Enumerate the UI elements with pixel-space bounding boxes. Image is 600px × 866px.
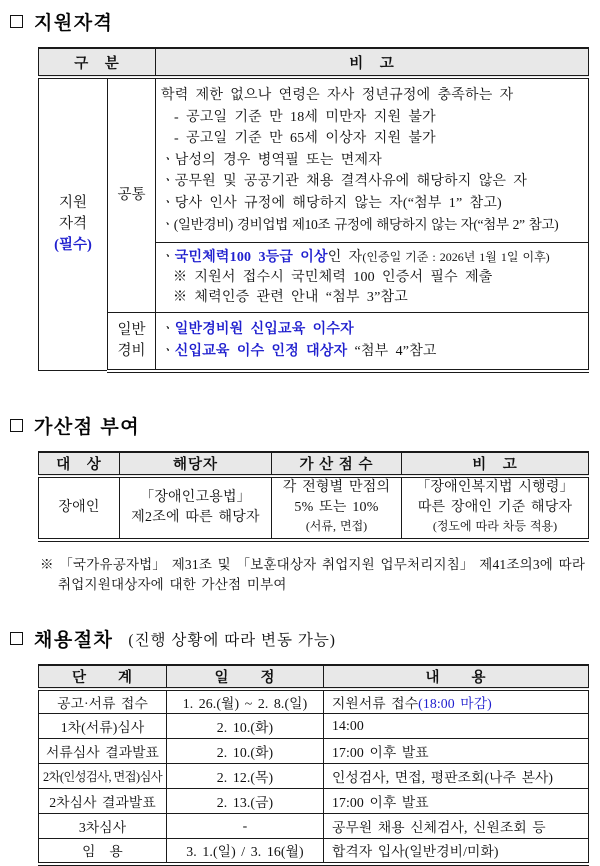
condition-line: - 공고일 기준 만 65세 이상자 지원 불가 bbox=[174, 131, 436, 146]
general-guard-label-cell bbox=[108, 312, 156, 371]
bonus-eligible-cell bbox=[120, 476, 272, 540]
row-label-line1: 지원 bbox=[58, 195, 87, 211]
content-cell: 17:00 이후 발표 bbox=[324, 739, 589, 764]
procedure-table bbox=[38, 664, 589, 866]
step-cell: 2차심사 결과발표 bbox=[39, 789, 167, 814]
fitness-grade-highlight: 국민체력100 3등급 이상 bbox=[174, 249, 328, 265]
points-line-1: 각 전형별 만점의 bbox=[282, 480, 391, 496]
content-text: 지원서류 접수 bbox=[332, 695, 419, 711]
bonus-note-cell bbox=[402, 476, 589, 540]
date-cell: 2. 10.(화) bbox=[167, 739, 324, 764]
row-label-cell bbox=[39, 77, 108, 371]
header-step: 단 계 bbox=[39, 665, 167, 689]
section-title-note: (진행 상황에 따라 변동 가능) bbox=[128, 631, 336, 649]
content-cell: 공무원 채용 신체검사, 신원조회 등 bbox=[324, 814, 589, 839]
general-guard-conditions-cell bbox=[156, 312, 589, 371]
procedure-row bbox=[39, 839, 589, 864]
square-bullet-icon bbox=[10, 419, 23, 432]
general-label-line2: 경비 bbox=[117, 342, 146, 359]
note-line-3: (정도에 따라 차등 적용) bbox=[432, 519, 558, 534]
condition-line: ㆍ공무원 및 공공기관 채용 결격사유에 해당하지 않은 자 bbox=[161, 174, 528, 189]
bonus-row-disabled bbox=[39, 476, 589, 540]
general-line-2-rest: “첨부 4”참고 bbox=[347, 343, 437, 359]
step-cell: 서류심사 결과발표 bbox=[39, 739, 167, 764]
section-title-bonus bbox=[0, 413, 600, 439]
common-conditions-cell bbox=[156, 77, 589, 242]
section-title-text: 채용절차 bbox=[34, 630, 114, 651]
bonus-target-cell: 장애인 bbox=[39, 476, 120, 540]
general-line-2 bbox=[161, 341, 584, 363]
condition-line: - 공고일 기준 만 18세 미만자 지원 불가 bbox=[174, 109, 436, 125]
bonus-table bbox=[38, 451, 589, 542]
eligible-line-2: 제2조에 따른 해당자 bbox=[131, 509, 260, 525]
step-cell: 1차(서류)심사 bbox=[39, 714, 167, 739]
date-cell: 2. 12.(목) bbox=[167, 764, 324, 789]
square-bullet-icon bbox=[10, 15, 23, 28]
header-bigo: 비 고 bbox=[156, 48, 589, 77]
bullet: ㆍ bbox=[161, 343, 175, 359]
footnote-line-1: ※ 「국가유공자법」 제31조 및 「보훈대상자 취업지원 업무처리지침」 제41조의3에 따라 bbox=[40, 556, 586, 572]
header-eligible: 해당자 bbox=[120, 452, 272, 476]
bullet: ㆍ bbox=[161, 249, 175, 265]
content-cell: 17:00 이후 발표 bbox=[324, 789, 589, 814]
date-cell: 2. 10.(화) bbox=[167, 714, 324, 739]
procedure-row bbox=[39, 814, 589, 839]
condition-line: ㆍ(일반경비) 경비업법 제10조 규정에 해당하지 않는 자(“첨부 2” 참고) bbox=[161, 217, 559, 232]
header-note: 비 고 bbox=[402, 452, 589, 476]
qualification-row-common bbox=[39, 77, 589, 242]
date-cell: 2. 13.(금) bbox=[167, 789, 324, 814]
fitness-line-1-rest: 인 자 bbox=[327, 249, 363, 265]
condition-line: ㆍ남성의 경우 병역필 또는 면제자 bbox=[161, 152, 382, 168]
general-label-line1: 일반 bbox=[117, 321, 146, 338]
section-title-text: 지원자격 bbox=[34, 12, 114, 34]
general-line-1-highlight: 일반경비원 신입교육 이수자 bbox=[174, 321, 354, 337]
bonus-footnote bbox=[40, 555, 600, 595]
fitness-line-1 bbox=[161, 247, 584, 268]
bonus-points-cell bbox=[272, 476, 402, 540]
procedure-row bbox=[39, 739, 589, 764]
procedure-row bbox=[39, 764, 589, 789]
fitness-line-3: ※ 체력인증 관련 안내 “첨부 3”참고 bbox=[173, 289, 408, 305]
header-gubun: 구 분 bbox=[39, 48, 156, 77]
header-date: 일 정 bbox=[167, 665, 324, 689]
row-label-line2: 자격 bbox=[58, 216, 87, 232]
qualification-header-row bbox=[39, 48, 589, 77]
date-cell: 1. 26.(월) ~ 2. 8.(일) bbox=[167, 689, 324, 714]
header-content: 내 용 bbox=[324, 665, 589, 689]
content-cell bbox=[324, 689, 589, 714]
content-cell: 인성검사, 면접, 평판조회(나주 본사) bbox=[324, 764, 589, 789]
header-target: 대 상 bbox=[39, 452, 120, 476]
bullet: ㆍ bbox=[161, 321, 175, 337]
content-cell: 합격자 입사(일반경비/미화) bbox=[324, 839, 589, 864]
procedure-row bbox=[39, 689, 589, 714]
bonus-header-row bbox=[39, 452, 589, 476]
section-title-qualification bbox=[0, 8, 600, 34]
step-cell: 임 용 bbox=[39, 839, 167, 864]
note-line-2: 따른 장애인 기준 해당자 bbox=[417, 499, 573, 515]
general-line-2-highlight: 신입교육 이수 인정 대상자 bbox=[174, 343, 348, 359]
qualification-table bbox=[38, 47, 589, 373]
general-line-1 bbox=[161, 319, 584, 341]
procedure-header-row bbox=[39, 665, 589, 689]
eligible-line-1: 「장애인고용법」 bbox=[140, 490, 251, 505]
condition-line: 학력 제한 없으나 연령은 자사 정년규정에 충족하는 자 bbox=[161, 88, 514, 103]
qualification-row-general-guard bbox=[39, 312, 589, 371]
procedure-row bbox=[39, 789, 589, 814]
section-title-procedure bbox=[0, 626, 600, 652]
fitness-line-1-note: (인증일 기준 : 2026년 1월 1일 이후) bbox=[362, 249, 550, 264]
section-title-text: 가산점 부여 bbox=[34, 417, 141, 438]
step-cell: 2차(인성검사, 면접)심사 bbox=[39, 764, 167, 789]
header-points: 가 산 점 수 bbox=[272, 452, 402, 476]
footnote-line-2: 취업지원대상자에 대한 가산점 미부여 bbox=[58, 576, 287, 592]
square-bullet-icon bbox=[10, 632, 23, 645]
date-cell: 3. 1.(일) / 3. 16(월) bbox=[167, 839, 324, 864]
step-cell: 공고·서류 접수 bbox=[39, 689, 167, 714]
points-line-2: 5% 또는 10% bbox=[294, 499, 379, 515]
condition-line: ㆍ당사 인사 규정에 해당하지 않는 자(“첨부 1” 참고) bbox=[161, 195, 502, 211]
fitness-line-2: ※ 지원서 접수시 국민체력 100 인증서 필수 제출 bbox=[173, 269, 493, 285]
note-line-1: 「장애인복지법 시행령」 bbox=[416, 480, 574, 496]
row-label-required: (필수) bbox=[54, 237, 92, 253]
fitness-conditions-cell bbox=[156, 242, 589, 312]
content-deadline-highlight: (18:00 마감) bbox=[418, 695, 492, 711]
content-cell: 14:00 bbox=[324, 714, 589, 739]
points-line-3: (서류, 면접) bbox=[305, 519, 368, 534]
step-cell: 3차심사 bbox=[39, 814, 167, 839]
procedure-row bbox=[39, 714, 589, 739]
date-cell: - bbox=[167, 814, 324, 839]
common-label-cell: 공통 bbox=[108, 77, 156, 312]
